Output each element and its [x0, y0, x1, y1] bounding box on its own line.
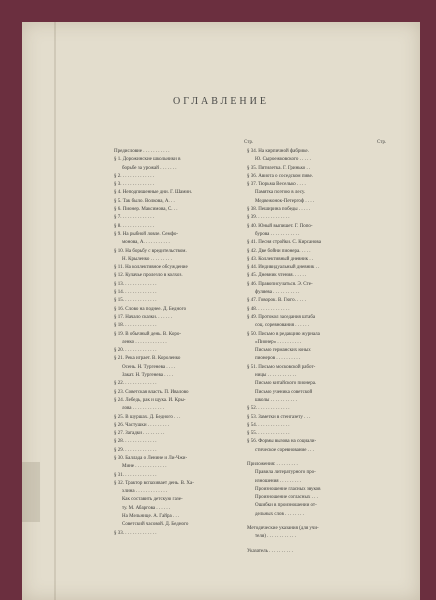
toc-entry: § 55. . . . . . . . . . . . . . [247, 431, 290, 437]
toc-column-right [247, 148, 407, 556]
toc-entry: Правила литературного про- [255, 470, 316, 476]
toc-entry: § 33. . . . . . . . . . . . . . [114, 530, 157, 536]
toc-entry: § 3. . . . . . . . . . . . . . [114, 182, 154, 188]
toc-entry: лова . . . . . . . . . . . . . [122, 406, 165, 412]
toc-entry: Памятка поэтою в лесу. [255, 190, 306, 196]
toc-entry: § 54. . . . . . . . . . . . . . [247, 422, 290, 428]
toc-entry: Как составить детскую газе- [122, 497, 183, 503]
toc-entry: Приложения: . . . . . . . . . [247, 461, 298, 467]
toc-entry: § 12. Кулачье пролезло в колхоз. [114, 273, 183, 279]
toc-entry: § 26. Частушки . . . . . . . . . [114, 422, 170, 428]
toc-entry: § 51. Письмо московской работ- [247, 364, 316, 370]
toc-entry: § 16. Слово на поднее. Д. Бедного [114, 306, 187, 312]
toc-entry: § 15. . . . . . . . . . . . . . [114, 298, 157, 304]
toc-entry: ту. М. Абаргова . . . . . . [122, 505, 171, 511]
toc-entry: § 8. . . . . . . . . . . . . . [114, 223, 154, 229]
toc-entry: § 4. Неподпишенные дни. Г. Шамин. [114, 190, 193, 196]
toc-entry: § 52. . . . . . . . . . . . . . [247, 406, 290, 412]
toc-entry: фуляева . . . . . . . . . . . [255, 290, 300, 296]
toc-entry: § 36. Авиота о соседском пиве. [247, 173, 313, 179]
toc-entry: § 21. Река играет. В. Короленко [114, 356, 181, 362]
toc-entry: § 31. . . . . . . . . . . . . . [114, 472, 157, 478]
toc-entry: изношения . . . . . . . . . [255, 478, 302, 484]
toc-entry: Медвежонок-Петергоф . . . . [255, 198, 315, 204]
toc-entry: § 37. Тюрьма Веселько . . . . [247, 182, 306, 188]
toc-entry: § 14. . . . . . . . . . . . . . [114, 290, 157, 296]
toc-entry: § 48. . . . . . . . . . . . . . [247, 306, 290, 312]
toc-entry: школы . . . . . . . . . . . [255, 397, 297, 403]
toc-entry: Ошибки в произношении от- [255, 503, 317, 509]
page-stain [22, 462, 40, 522]
toc-entry: § 41. Песня стройки. С. Кирсанова [247, 240, 321, 246]
page-column-label-left: Стр. [244, 140, 254, 145]
toc-entry: Методические указания (для учи- [247, 526, 319, 532]
toc-entry: § 2. . . . . . . . . . . . . . [114, 173, 154, 179]
toc-entry: соц. соревнования . . . . . . [255, 323, 310, 329]
toc-entry: хлина . . . . . . . . . . . . . [122, 489, 168, 495]
toc-entry: Советский часовой. Д. Бедного [122, 522, 189, 528]
toc-entry: § 28. . . . . . . . . . . . . . [114, 439, 157, 445]
toc-entry: монова, А. . . . . . . . . . . [122, 240, 170, 246]
toc-entry: § 13. . . . . . . . . . . . . . [114, 281, 157, 287]
toc-entry: Указатель . . . . . . . . . . [247, 548, 293, 554]
toc-entry: Произношение гласных звуков [255, 486, 321, 492]
toc-entry: § 49. Протокол заседания штаба [247, 314, 316, 320]
toc-entry: § 39. . . . . . . . . . . . . . [247, 215, 290, 221]
toc-entry: § 56. Формы вызова на социали- [247, 439, 317, 445]
toc-entry: § 11. На коллективное обсуждение [114, 265, 188, 271]
toc-entry: ницы . . . . . . . . . . . . [255, 373, 297, 379]
toc-entry: Письмо германских юных [255, 348, 311, 354]
page-fold [54, 22, 56, 600]
toc-entry: § 18. . . . . . . . . . . . . . [114, 323, 157, 329]
toc-entry: § 29. . . . . . . . . . . . . . [114, 447, 157, 453]
toc-entry: § 23. Советская власть. П. Ивалово [114, 389, 189, 395]
toc-entry: бурова . . . . . . . . . . . . [255, 231, 300, 237]
toc-entry: борьбе за урожай . . . . . . . [122, 165, 177, 171]
toc-entry: стическое соревнование . . . [255, 447, 314, 453]
toc-entry: Закат. Н. Тургенева . . . . [122, 373, 174, 379]
toc-entry: Мине . . . . . . . . . . . . . [122, 464, 167, 470]
toc-entry: дельных слов . . . . . . . . [255, 511, 304, 517]
toc-entry: § 9. На рыбной ловле. Семфо- [114, 231, 179, 237]
toc-entry: § 22. . . . . . . . . . . . . . [114, 381, 157, 387]
toc-entry: § 24. Лебедь, рак и щука. И. Кры- [114, 397, 186, 403]
toc-entry: пионеров . . . . . . . . . . [255, 356, 301, 362]
book-page [22, 22, 420, 600]
toc-entry: теля) . . . . . . . . . . . . [255, 534, 296, 540]
toc-entry: § 47. Говорок. В. Гюго. . . . . [247, 298, 306, 304]
toc-entry: Предисловие . . . . . . . . . . . [114, 149, 170, 154]
toc-entry: Письмо китайского пионера. [255, 381, 317, 387]
toc-entry: Н. Крыленко . . . . . . . . . [122, 256, 172, 262]
page-title: ОГЛАВЛЕНИЕ [173, 96, 269, 107]
toc-entry: § 7. . . . . . . . . . . . . . [114, 215, 154, 221]
toc-entry: § 27. Загадки . . . . . . . . . [114, 431, 165, 437]
toc-entry: § 5. Так было. Волкова, А. . . [114, 198, 175, 204]
toc-entry: § 10. На борьбу с вредительством. [114, 248, 187, 254]
toc-entry: Осень. Н. Тургенева . . . . [122, 364, 176, 370]
toc-entry: § 43. Коллективный дневник . . [247, 256, 314, 262]
toc-entry: § 34. На кирпичной фабрике. [247, 149, 309, 154]
toc-entry: § 45. Дневник чтения. . . . . . [247, 273, 307, 279]
toc-entry: § 53. Заметки в стенгазету . . . [247, 414, 311, 420]
toc-entry: § 50. Письмо в редакцию журнала [247, 331, 320, 337]
toc-entry: § 32. Трактор вспахивает день. В. Ха- [114, 480, 194, 486]
toc-entry: § 1. Дорожинские школьники в [114, 157, 181, 163]
toc-entry: § 44. Индивидуальный дневник . . [247, 265, 320, 271]
toc-entry: § 30. Баллада о Ленине и Ли-Чжи- [114, 455, 188, 461]
toc-entry: § 20. . . . . . . . . . . . . . [114, 348, 157, 354]
toc-entry: Произношение согласных . . . [255, 495, 318, 501]
toc-entry: § 6. Пионер. Максимова, С. . . [114, 207, 178, 213]
toc-entry: Письмо ученика советской [255, 389, 313, 395]
toc-entry: § 35. Пятилетка. Г. Гринько . . [247, 165, 311, 171]
toc-entry: «Пионер» . . . . . . . . . . [255, 339, 302, 345]
toc-entry: § 17. Начало сказки. . . . . . . [114, 314, 173, 320]
toc-entry: § 46. Правописучаться. Э. Сте- [247, 281, 313, 287]
page-column-label-right: Стр. [377, 140, 387, 145]
toc-entry: На Мельнице. А. Гайра . . . [122, 514, 180, 520]
toc-entry: Ю. Сыроежковского . . . . . [255, 157, 311, 163]
toc-entry: § 38. Пеширина победы . . . . . [247, 207, 311, 213]
toc-entry: § 40. Юный выпишет. Г. Попо- [247, 223, 313, 229]
toc-entry: § 19. В обычный день. В. Коро- [114, 331, 182, 337]
toc-entry: § 25. В шуршах. Д. Бедного . . . [114, 414, 181, 420]
toc-entry: ленко . . . . . . . . . . . . . [122, 339, 167, 345]
toc-entry: § 42. Две бойни пионера. . . . . [247, 248, 311, 254]
